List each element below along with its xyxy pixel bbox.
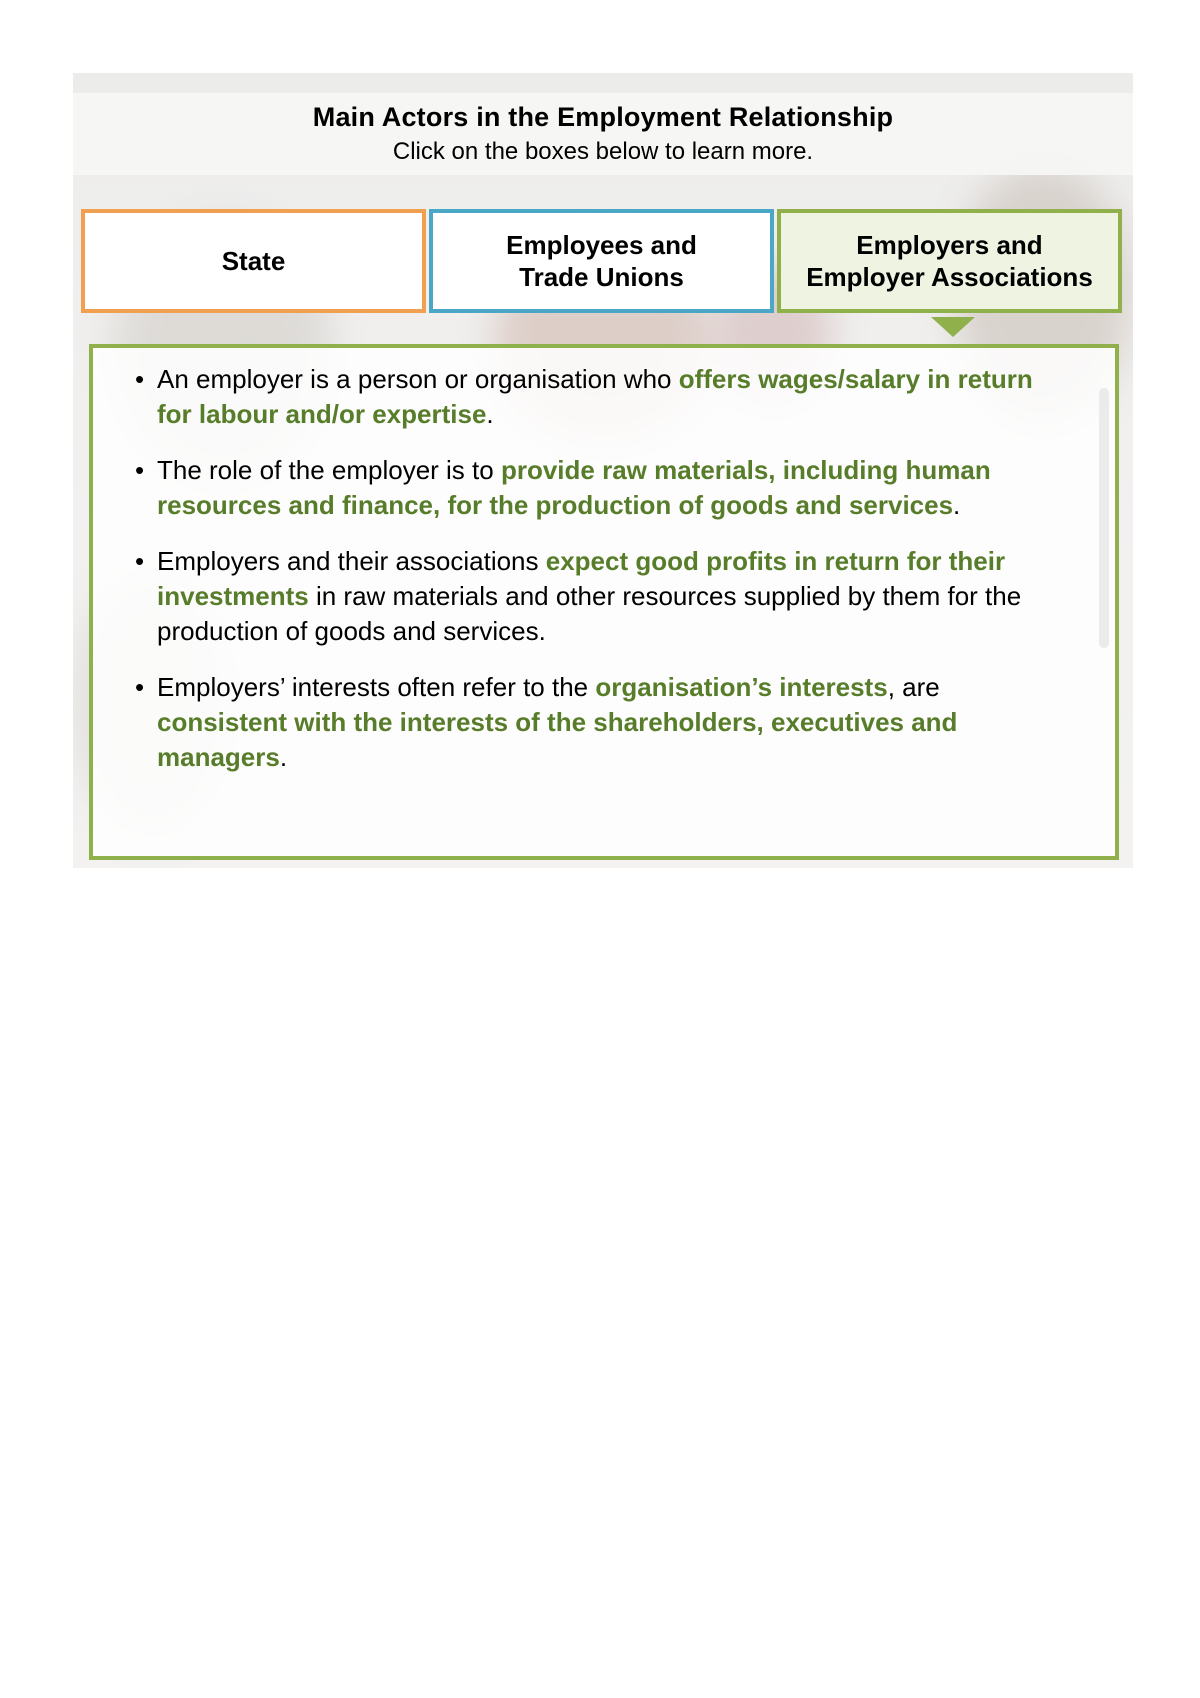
tab-label: [806, 229, 1093, 293]
tab-employers-and-employer-associations[interactable]: [777, 209, 1122, 313]
tab-label-line: Trade Unions: [519, 262, 684, 292]
tab-label: [222, 245, 286, 277]
bullet-text: .: [953, 490, 961, 520]
selected-tab-pointer-icon: [931, 317, 975, 337]
slide: [73, 73, 1133, 868]
bullet-dot-icon: •: [135, 546, 145, 576]
header-bar: [73, 93, 1133, 175]
bullet-list: [135, 362, 1035, 796]
bullet-text: , are: [887, 672, 940, 702]
highlighted-text: offers wages/salary in return for labour and/or expertise: [157, 364, 1033, 429]
bullet-text: Employers and their associations: [157, 546, 546, 576]
tab-label-line: Employees and: [506, 230, 697, 260]
bullet-text: .: [486, 399, 494, 429]
bullet-text: The role of the employer is to: [157, 455, 501, 485]
highlighted-text: consistent with the interests of the shareholders, executives and managers: [157, 707, 958, 772]
page-subtitle: Click on the boxes below to learn more.: [392, 138, 814, 165]
bullet-text: in raw materials and other resources supplied by them for the production of goods and services.: [157, 581, 1022, 646]
tab-label-line: State: [221, 246, 286, 276]
tab-employees-and-trade-unions[interactable]: [429, 209, 774, 313]
page-title: Main Actors in the Employment Relationship: [312, 102, 894, 132]
bullet-item: [135, 670, 1035, 775]
bullet-item: [135, 544, 1035, 649]
bullet-text: Employers’ interests often refer to the: [157, 672, 596, 702]
bullet-item: [135, 453, 1035, 523]
tab-label: [506, 229, 697, 293]
highlighted-text: expect good profits in return for their investments: [157, 546, 1006, 611]
tab-label-line: Employer Associations: [806, 262, 1093, 292]
highlighted-text: provide raw materials, including human resources and finance, for the production of goods and services: [157, 455, 991, 520]
bullet-dot-icon: •: [135, 455, 145, 485]
scrollbar[interactable]: [1099, 388, 1109, 648]
content-panel: [89, 344, 1119, 860]
bullet-dot-icon: •: [135, 364, 145, 394]
bullet-text: An employer is a person or organisation who: [157, 364, 679, 394]
tab-label-line: Employers and: [856, 230, 1043, 260]
bullet-dot-icon: •: [135, 672, 145, 702]
tab-state[interactable]: [81, 209, 426, 313]
bullet-item: [135, 362, 1035, 432]
highlighted-text: organisation’s interests: [595, 672, 888, 702]
bullet-text: .: [279, 742, 288, 772]
